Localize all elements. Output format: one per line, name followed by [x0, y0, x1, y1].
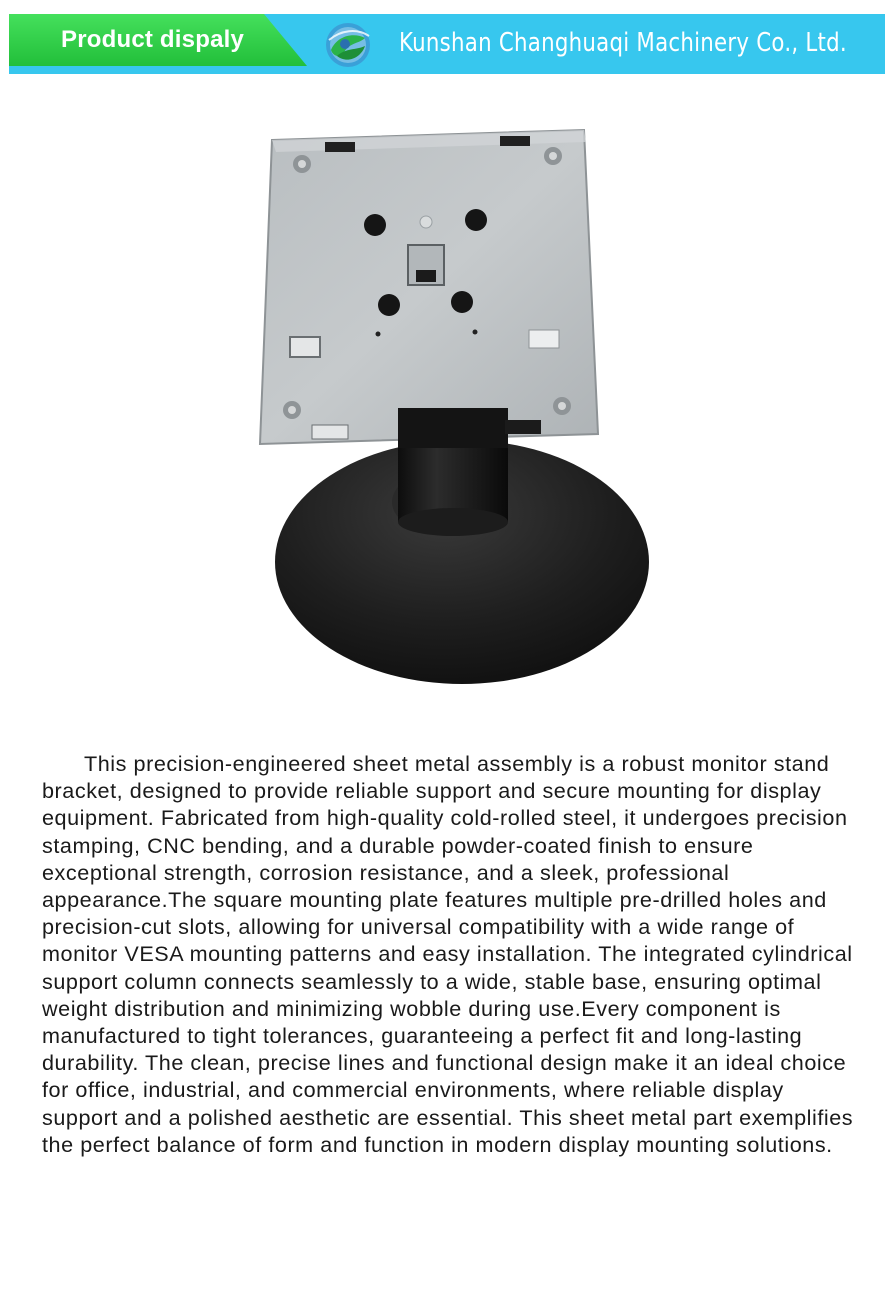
header-bar [9, 14, 885, 74]
globe-leaf-logo-icon [323, 20, 373, 70]
header-tab-label: Product dispaly [61, 26, 245, 53]
company-name: Kunshan Changhuaqi Machinery Co., Ltd. [399, 28, 847, 58]
product-description: This precision-engineered sheet metal assembly is a robust monitor stand bracket, designed to provide reliable support and secure mounting for display equipment. Fabricated from high-quality cold-rolled steel, it undergoes precision stamping, CNC bending, and a durable powder-coated finish to ensure exceptional strength, corrosion resistance, and a sleek, professional appearance.The square mounting plate features multiple pre-drilled holes and precision-cut slots, allowing for universal compatibility with a wide range of monitor VESA mounting patterns and easy installation. The integrated cylindrical support column connects seamlessly to a wide, stable base, ensuring optimal weight distribution and minimizing wobble during use.Every component is manufactured to tight tolerances, guaranteeing a perfect fit and long-lasting durability. The clean, precise lines and functional design make it an ideal choice for office, industrial, and commercial environments, where reliable display support and a polished aesthetic are essential. This sheet metal part exemplifies the perfect balance of form and function in modern display mounting solutions. [42, 751, 854, 1157]
product-image [250, 122, 660, 692]
